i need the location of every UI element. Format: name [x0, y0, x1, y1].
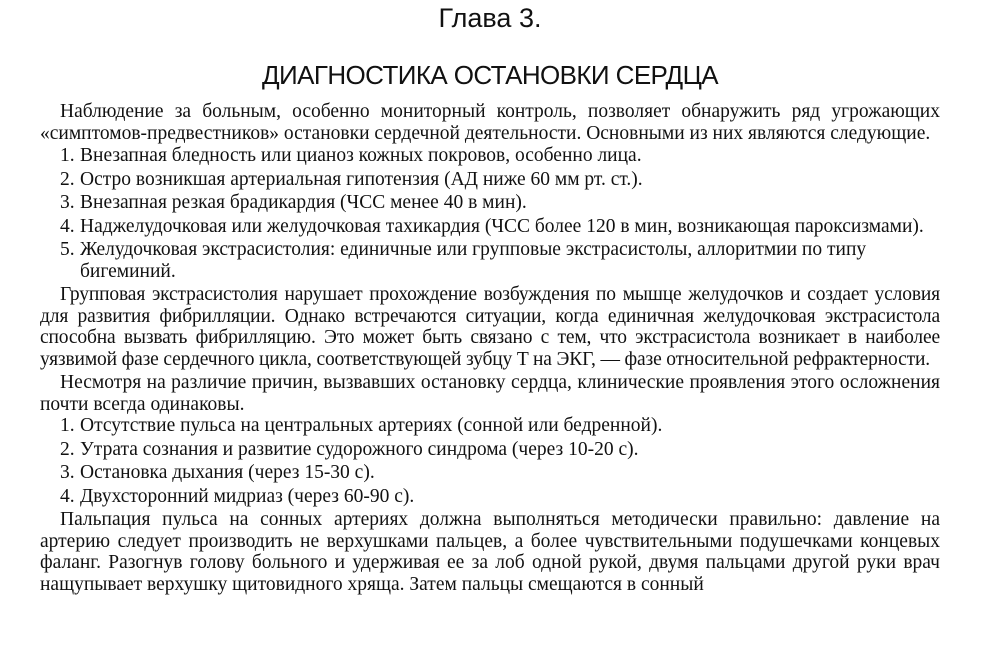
list-item: 4. Наджелудочковая или желудочковая тахикардия (ЧСС более 120 в мин, возникающая пароксизмами). — [60, 215, 924, 237]
list-item: 3. Остановка дыхания (через 15-30 с). — [60, 462, 375, 483]
document-page — [40, 0, 940, 595]
precursor-symptoms-list — [40, 145, 940, 282]
chapter-label: Глава 3. — [438, 3, 542, 33]
list-item: 1. Отсутствие пульса на центральных артериях (сонной или бедренной). — [60, 415, 663, 436]
paragraph-pulse-palpation: Пальпация пульса на сонных артериях должна выполняться методически правильно: давление на артерию следует производить не верхушками пальцев, а более чувствительными подушечками концевых фаланг. Разогнув голову больного и удерживая ее за лоб одной рукой, двумя пальцами другой руки врач нащупывает верхушку щитовидного хряща. Затем пальцы смещаются в сонный — [40, 509, 940, 595]
paragraph-intro: Наблюдение за больным, особенно мониторный контроль, позволяет обнаружить ряд угрожающих «симптомов-предвестников» остановки сердечной деятельности. Основными из них являются следующие. — [40, 101, 940, 144]
list-item: 5. Желудочковая экстрасистолия: единичные или групповые экстрасистолы, аллоритмии по типу бигеминий. — [60, 239, 867, 282]
list-item: 4. Двухсторонний мидриаз (через 60-90 с). — [60, 485, 415, 507]
clinical-signs-list — [40, 415, 940, 507]
list-item: 3. Внезапная резкая брадикардия (ЧСС менее 40 в мин). — [60, 192, 527, 213]
paragraph-extrasystole: Групповая экстрасистолия нарушает прохождение возбуждения по мышце желудочков и создает условия для развития фибрилляции. Однако встречаются ситуации, когда единичная желудочковая экстрасистола способна вызвать фибрилляцию. Это может быть связано с тем, что экстрасистола возникает в наиболее уязвимой фазе сердечного цикла, соответствующей зубцу T на ЭКГ, — фазе относительной рефрактерности. — [40, 284, 940, 370]
paragraph-clinical-signs: Несмотря на различие причин, вызвавших остановку сердца, клинические проявления этого осложнения почти всегда одинаковы. — [40, 372, 940, 415]
chapter-title: ДИАГНОСТИКА ОСТАНОВКИ СЕРДЦА — [262, 60, 718, 90]
list-item: 2. Остро возникшая артериальная гипотензия (АД ниже 60 мм рт. ст.). — [60, 168, 643, 190]
list-item: 2. Утрата сознания и развитие судорожного синдрома (через 10-20 с). — [60, 438, 639, 460]
list-item: 1. Внезапная бледность или цианоз кожных покровов, особенно лица. — [60, 145, 642, 166]
